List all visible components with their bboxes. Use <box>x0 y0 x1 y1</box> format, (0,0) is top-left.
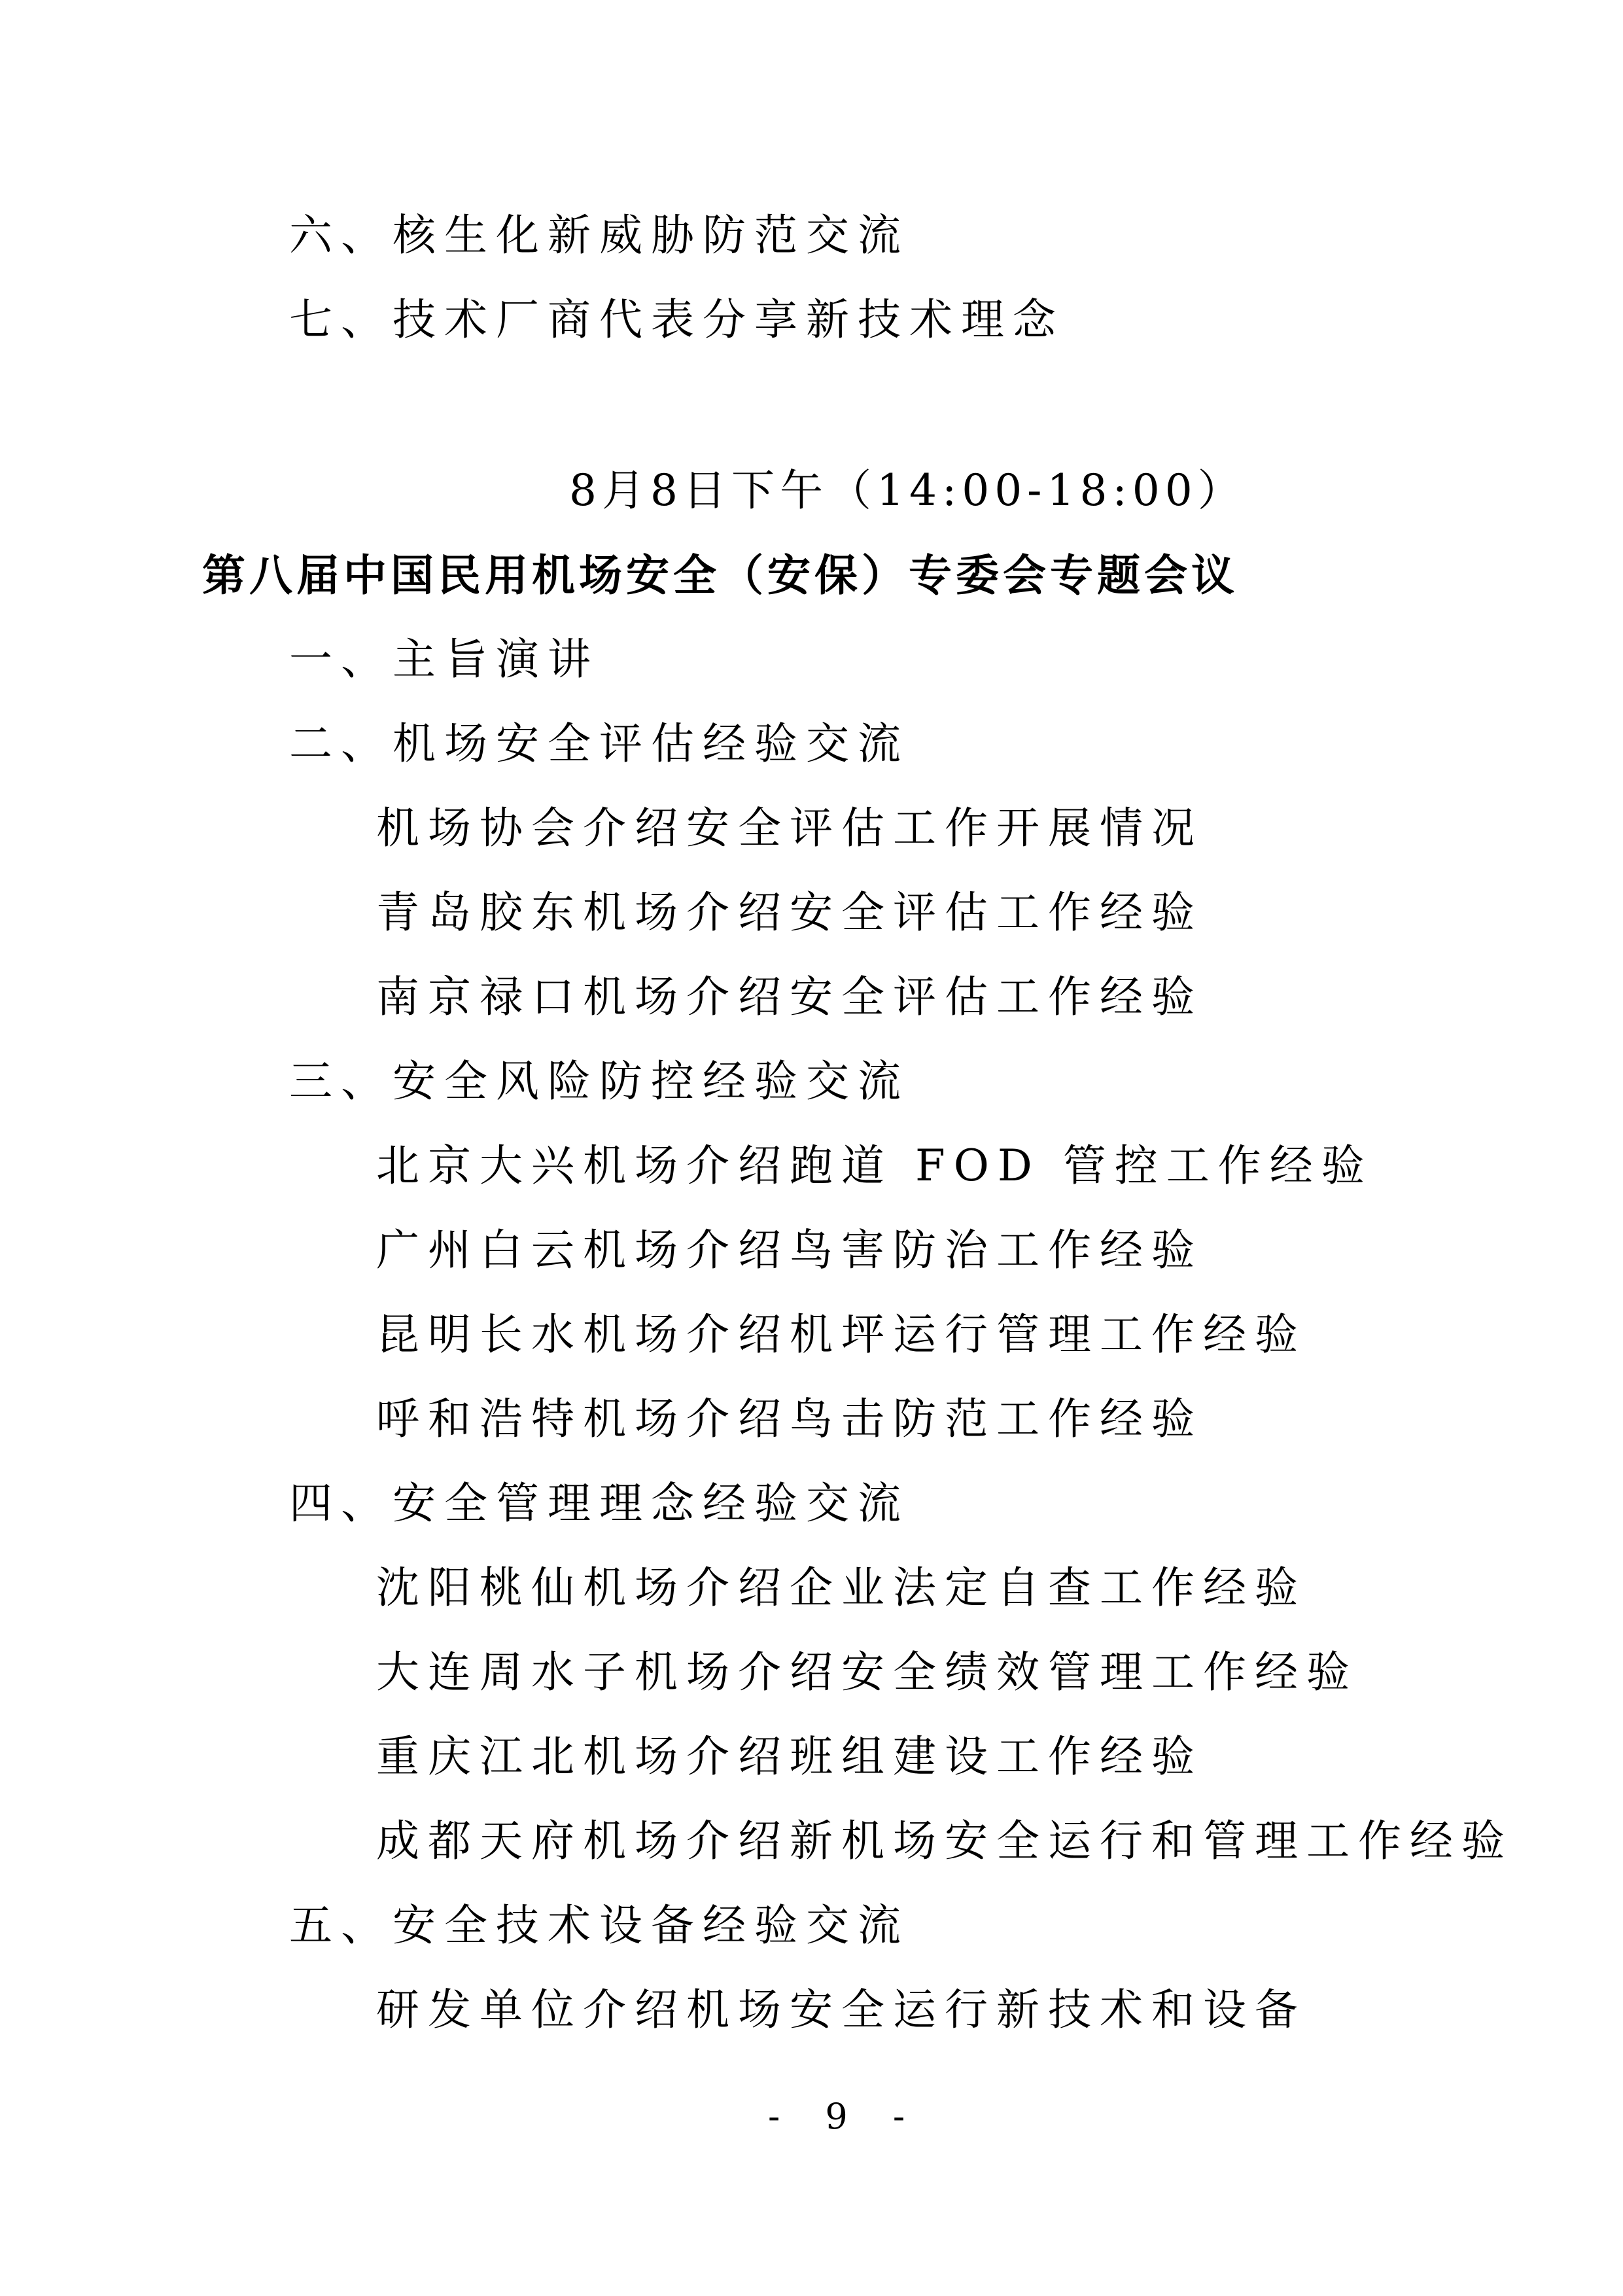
section-item: 呼和浩特机场介绍鸟击防范工作经验 <box>376 1394 1203 1444</box>
section-item: 昆明长水机场介绍机坪运行管理工作经验 <box>376 1309 1306 1360</box>
section-item: 成都天府机场介绍新机场安全运行和管理工作经验 <box>376 1816 1513 1866</box>
prev-item-6: 六、核生化新威胁防范交流 <box>289 210 909 260</box>
session-time-heading: 8月8日下午（14:00-18:00） <box>569 465 1246 516</box>
section-item: 南京禄口机场介绍安全评估工作经验 <box>376 972 1203 1022</box>
section-item: 广州白云机场介绍鸟害防治工作经验 <box>376 1225 1203 1275</box>
section-item: 研发单位介绍机场安全运行新技术和设备 <box>376 1985 1306 2035</box>
session-title: 第八届中国民用机场安全（安保）专委会专题会议 <box>202 550 1238 601</box>
section-item: 重庆江北机场介绍班组建设工作经验 <box>376 1731 1203 1782</box>
prev-item-7: 七、技术厂商代表分享新技术理念 <box>289 294 1064 345</box>
section-item: 青岛胶东机场介绍安全评估工作经验 <box>376 887 1203 938</box>
section-heading: 三、安全风险防控经验交流 <box>289 1056 909 1106</box>
section-heading: 四、安全管理理念经验交流 <box>289 1478 909 1528</box>
page-number: - 9 - <box>768 2096 922 2137</box>
section-heading: 二、机场安全评估经验交流 <box>289 718 909 769</box>
section-item: 大连周水子机场介绍安全绩效管理工作经验 <box>376 1647 1358 1697</box>
section-heading: 五、安全技术设备经验交流 <box>289 1900 909 1951</box>
section-item: 机场协会介绍安全评估工作开展情况 <box>376 803 1203 853</box>
section-heading: 一、主旨演讲 <box>289 634 599 684</box>
section-item: 北京大兴机场介绍跑道 FOD 管控工作经验 <box>376 1140 1373 1191</box>
section-item: 沈阳桃仙机场介绍企业法定自查工作经验 <box>376 1563 1306 1613</box>
